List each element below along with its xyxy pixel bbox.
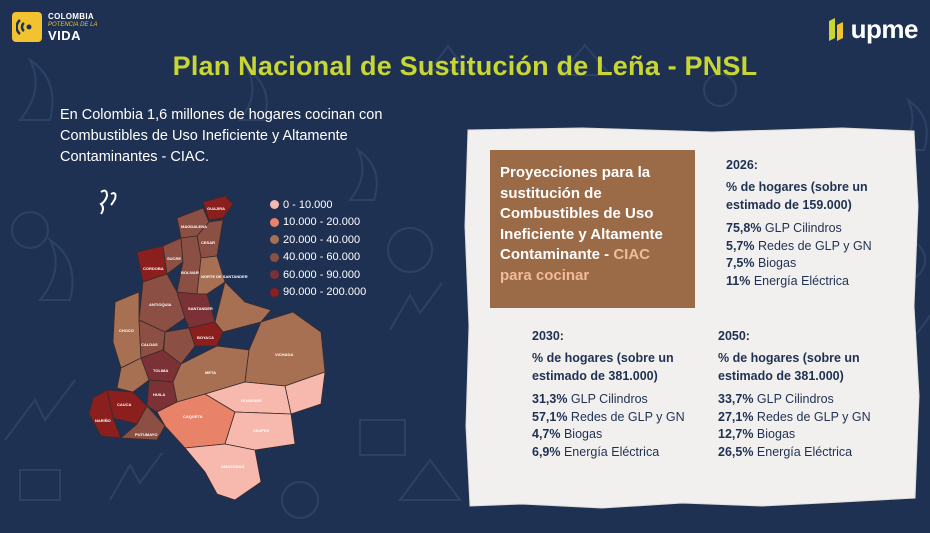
map-label-vichada: VICHADA [275, 352, 294, 357]
list-item: 6,9% Energía Eléctrica [532, 444, 660, 459]
map-label-putumayo: PUTUMAYO [135, 432, 158, 437]
map-label-sucre: SUCRE [167, 256, 182, 261]
projection-heading-box [490, 150, 695, 308]
projection-2026 [726, 158, 916, 290]
legend-label: 10.000 - 20.000 [283, 216, 361, 229]
year-label: 2026: [726, 158, 758, 172]
list-item: 27,1% Redes de GLP y GN [718, 409, 871, 424]
list-item: 5,7% Redes de GLP y GN [726, 238, 872, 253]
map-label-cauca: CAUCA [117, 402, 132, 407]
map-label-meta: META [205, 370, 217, 375]
map-label-choco: CHOCO [119, 328, 134, 333]
legend-label: 90.000 - 200.000 [283, 286, 367, 299]
list-item: 4,7% Biogas [532, 427, 603, 441]
page-title: Plan Nacional de Sustitución de Leña - PNSL [172, 51, 758, 81]
legend-item [270, 249, 366, 267]
colombia-logo [12, 12, 97, 42]
map-label-guajira: GUAJIRA [207, 206, 226, 211]
legend-swatch [270, 235, 279, 244]
projection-2050 [718, 329, 908, 461]
legend-item [270, 214, 366, 232]
legend-item [270, 266, 366, 284]
map-label-boyaca: BOYACA [197, 335, 214, 340]
households-label: % de hogares (sobre un estimado de 381.000) [718, 351, 860, 383]
legend-swatch [270, 288, 279, 297]
list-item: 75,8% GLP Cilindros [726, 221, 842, 235]
upme-wordmark: upme [850, 14, 918, 44]
map-label-cordoba: CORDOBA [143, 266, 164, 271]
legend-swatch [270, 200, 279, 209]
map-label-tolima: TOLIMA [153, 368, 169, 373]
legend-label: 20.000 - 40.000 [283, 233, 361, 246]
map-label-santander: SANTANDER [188, 306, 213, 311]
map-label-antioquia: ANTIOQUIA [149, 302, 172, 307]
logo-line-2: POTENCIA DE LA [48, 21, 98, 28]
list-item: 12,7% Biogas [718, 427, 796, 441]
upme-mark-icon [827, 17, 847, 43]
upme-logo [827, 14, 918, 45]
map-label-vaupes: VAUPES [253, 428, 270, 433]
map-label-magdalena: MAGDALENA [181, 224, 207, 229]
households-label: % de hogares (sobre un estimado de 381.000) [532, 351, 674, 383]
projection-heading-accent: CIAC para cocinar [500, 246, 651, 284]
legend-item [270, 284, 366, 302]
projection-2030 [532, 329, 712, 461]
legend-item [270, 231, 366, 249]
map-label-guaviare: GUAVIARE [241, 398, 262, 403]
map-label-caldas: CALDAS [141, 342, 158, 347]
legend-label: 0 - 10.000 [283, 198, 333, 211]
list-item: 33,7% GLP Cilindros [718, 392, 834, 406]
map-label-caqueta: CAQUETA [183, 414, 203, 419]
year-label: 2030: [532, 329, 564, 343]
list-item: 26,5% Energía Eléctrica [718, 444, 853, 459]
list-item: 11% Energía Eléctrica [726, 273, 850, 288]
projection-heading: Proyecciones para la sustitución de Combustibles de Uso Ineficiente y Altamente Contaminante - [500, 164, 663, 264]
map-legend [270, 196, 366, 301]
legend-swatch [270, 270, 279, 279]
map-label-cesar: CESAR [201, 240, 216, 245]
list-item: 57,1% Redes de GLP y GN [532, 409, 685, 424]
region-amazonas [185, 444, 261, 500]
intro-text: En Colombia 1,6 millones de hogares cocinan con Combustibles de Uso Ineficiente y Altamente Contaminantes - CIAC. [60, 107, 383, 165]
legend-label: 60.000 - 90.000 [283, 268, 361, 281]
logo-line-3: VIDA [48, 27, 82, 43]
map-label-norte-santander: NORTE DE SANTANDER [201, 274, 248, 279]
colombia-badge-icon [12, 12, 42, 42]
households-label: % de hogares (sobre un estimado de 159.000) [726, 180, 868, 212]
logo-line-1: COLOMBIA [48, 11, 94, 21]
list-item: 31,3% GLP Cilindros [532, 392, 648, 406]
legend-label: 40.000 - 60.000 [283, 251, 361, 264]
map-label-huila: HUILA [153, 392, 166, 397]
map-label-amazonas: AMAZONAS [221, 464, 245, 469]
legend-swatch [270, 253, 279, 262]
year-label: 2050: [718, 329, 750, 343]
list-item: 7,5% Biogas [726, 256, 797, 270]
legend-swatch [270, 218, 279, 227]
legend-item [270, 196, 366, 214]
map-label-narino: NARIÑO [95, 418, 111, 423]
map-label-bolivar: BOLIVAR [181, 270, 199, 275]
